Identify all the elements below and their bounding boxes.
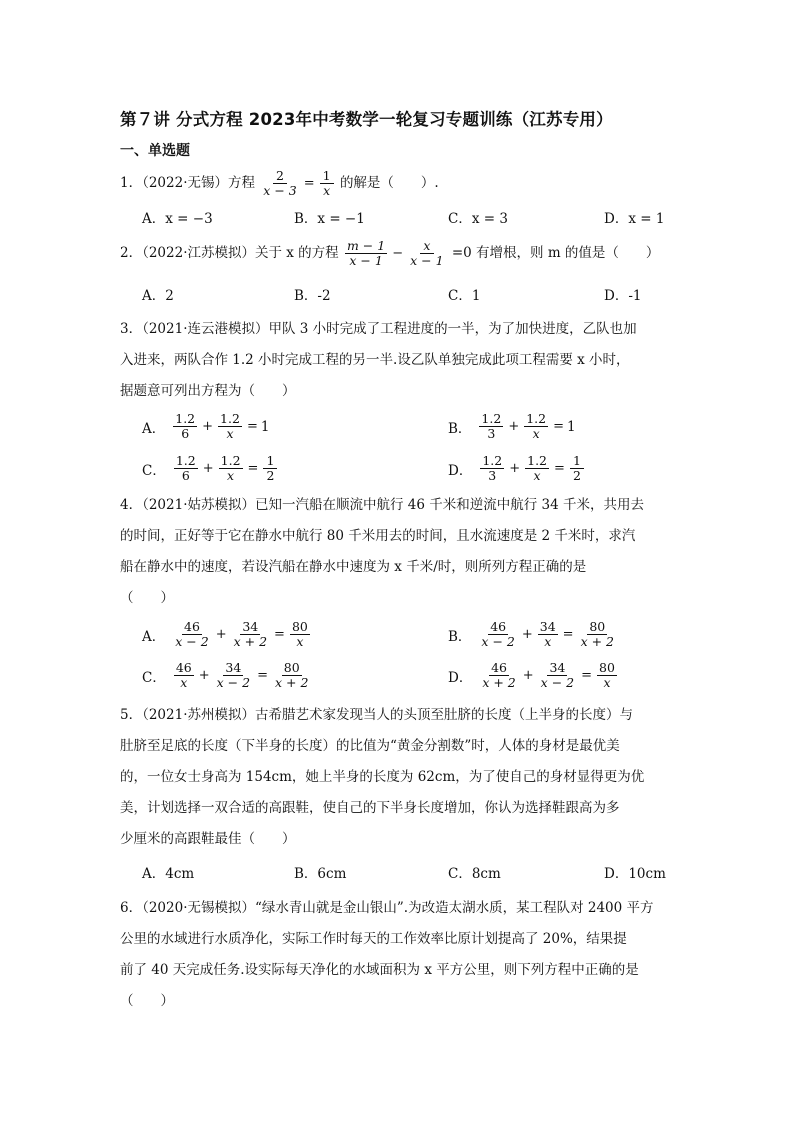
question-5-line: 肚脐至足底的长度（下半身的长度）的比值为“黄金分割数”时，人体的身材是最优美 bbox=[120, 738, 620, 754]
q4-option-b[interactable]: B． $\frac{46}{x - 2}$ + $\frac{34}{x}$ = $\frac{80}{x + 2}$ bbox=[448, 619, 615, 649]
question-1-stem-end: 的解是（ ）. bbox=[339, 175, 439, 191]
question-1-stem: 1．（2022·无锡）方程 bbox=[120, 175, 255, 191]
question-6-line: 6．（2020·无锡模拟）“绿水青山就是金山银山”.为改造太湖水质，某工程队对 2400 平方 bbox=[120, 900, 654, 916]
question-1-equation: $\frac{2}{x - 3}$ = $\frac{1}{x}$ bbox=[259, 168, 335, 199]
question-2-stem: 2．（2022·江苏模拟）关于 x 的方程 bbox=[120, 245, 339, 261]
question-1 bbox=[120, 168, 680, 199]
question-3-line: 入进来，两队合作 1.2 小时完成工程的另一半.设乙队单独完成此项工程需要 x 小时， bbox=[120, 352, 630, 368]
question-2 bbox=[120, 238, 680, 269]
question-4-line: 4．（2021·姑苏模拟）已知一汽船在顺流中航行 46 千米和逆流中航行 34 千米，共用去 bbox=[120, 497, 645, 513]
question-2-equation: $\frac{m - 1}{x - 1}$ − $\frac{x}{x - 1}$ bbox=[346, 238, 444, 268]
q3-option-a[interactable]: A． $\frac{1.2}{6}$ + $\frac{1.2}{x}$ = 1 bbox=[142, 411, 270, 441]
page-title: 第７讲 分式方程 2023年中考数学一轮复习专题训练（江苏专用） bbox=[120, 110, 613, 129]
question-4-line: 船在静水中的速度，若设汽船在静水中速度为 x 千米/时，则所列方程正确的是 bbox=[120, 559, 587, 575]
q4-option-c[interactable]: C． $\frac{46}{x}$ + $\frac{34}{x - 2}$ = $\frac{80}{x + 2}$ bbox=[142, 660, 309, 690]
question-6-line: （ ） bbox=[120, 993, 174, 1009]
question-3 bbox=[120, 314, 680, 407]
q2-option-c[interactable]: C．1 bbox=[448, 288, 481, 304]
q5-option-a[interactable]: A．4cm bbox=[142, 866, 195, 882]
question-4-line: 的时间，正好等于它在静水中航行 80 千米用去的时间，且水流速度是 2 千米时，求汽 bbox=[120, 528, 636, 544]
question-6-line: 前了 40 天完成任务.设实际每天净化的水域面积为 x 平方公里，则下列方程中正确的是 bbox=[120, 962, 639, 978]
question-3-line: 3．（2021·连云港模拟）甲队 3 小时完成了工程进度的一半，为了加快进度，乙队也加 bbox=[120, 321, 637, 337]
q1-option-b[interactable]: B．x = −1 bbox=[294, 211, 365, 227]
q4-option-d[interactable]: D． $\frac{46}{x + 2}$ + $\frac{34}{x - 2}$ = $\frac{80}{x}$ bbox=[448, 660, 615, 690]
question-6 bbox=[120, 893, 680, 1017]
q2-option-d[interactable]: D．-1 bbox=[604, 288, 642, 304]
section-heading: 一、单选题 bbox=[120, 143, 190, 159]
q3-option-d[interactable]: D． $\frac{1.2}{3}$ + $\frac{1.2}{x}$ = $\frac{1}{2}$ bbox=[448, 454, 586, 483]
q3-option-b[interactable]: B． $\frac{1.2}{3}$ + $\frac{1.2}{x}$ = 1 bbox=[448, 411, 576, 441]
question-5-line: 美，计划选择一双合适的高跟鞋，使自己的下半身长度增加，你认为选择鞋跟高为多 bbox=[120, 800, 620, 816]
question-5-line: 少厘米的高跟鞋最佳（ ） bbox=[120, 831, 296, 847]
q5-option-c[interactable]: C．8cm bbox=[448, 866, 501, 882]
question-5 bbox=[120, 700, 680, 855]
question-5-line: 的，一位女士身高为 154cm，她上半身的长度为 62cm，为了使自己的身材显得更为优 bbox=[120, 769, 645, 785]
q2-option-b[interactable]: B．-2 bbox=[294, 288, 331, 304]
question-6-line: 公里的水域进行水质净化，实际工作时每天的工作效率比原计划提高了 20%，结果提 bbox=[120, 931, 627, 947]
q5-option-d[interactable]: D．10cm bbox=[604, 866, 666, 882]
q2-option-a[interactable]: A．2 bbox=[142, 288, 174, 304]
q1-option-c[interactable]: C．x = 3 bbox=[448, 211, 508, 227]
question-4 bbox=[120, 490, 680, 614]
question-2-stem-end: =0 有增根，则 m 的值是（ ） bbox=[451, 245, 660, 261]
q3-option-c[interactable]: C． $\frac{1.2}{6}$ + $\frac{1.2}{x}$ = $\frac{1}{2}$ bbox=[142, 454, 279, 483]
q1-option-a[interactable]: A．x = −3 bbox=[142, 211, 213, 227]
q1-option-d[interactable]: D．x = 1 bbox=[604, 211, 665, 227]
q4-option-a[interactable]: A． $\frac{46}{x - 2}$ + $\frac{34}{x + 2}$ = $\frac{80}{x}$ bbox=[142, 619, 308, 649]
question-4-line: （ ） bbox=[120, 590, 174, 606]
question-5-line: 5．（2021·苏州模拟）古希腊艺术家发现当人的头顶至肚脐的长度（上半身的长度）与 bbox=[120, 707, 633, 723]
question-3-line: 据题意可列出方程为（ ） bbox=[120, 383, 296, 399]
q5-option-b[interactable]: B．6cm bbox=[294, 866, 347, 882]
